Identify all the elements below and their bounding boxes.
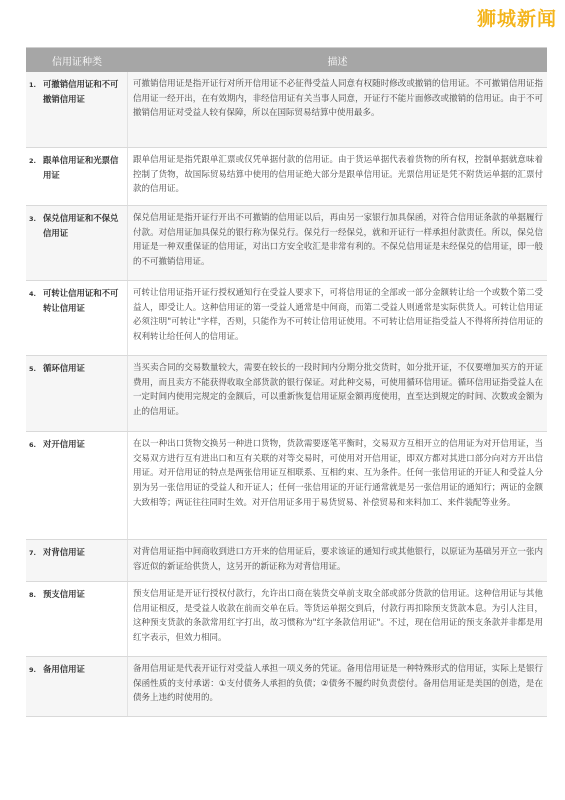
desc-cell: 跟单信用证是指凭跟单汇票或仅凭单据付款的信用证。由于货运单据代表着货物的所有权，控制单据就意味着控制了货物，故国际贸易结算中使用的信用证绝大部分是跟单信用证。光票信用证是凭不附货运单据的汇票付款的信用证。 bbox=[133, 155, 543, 195]
type-cell bbox=[26, 356, 128, 431]
header-type: 信用证种类 bbox=[52, 56, 102, 68]
table-row bbox=[26, 540, 547, 582]
row-number: 6. bbox=[29, 441, 36, 449]
desc-cell: 当买卖合同的交易数量较大，需要在较长的一段时间内分期分批交货时，如分批开证，不仅要增加买方的开证费用，而且卖方不能获得收取全部货款的银行保证。对此种交易，可使用循环信用证。循环信用证指受益人在一定时间内使用完规定的金额后，可以重新恢复信用证原金额再度使用，直至达到规定的时间、次数或金额为止的信用证。 bbox=[133, 363, 543, 418]
type-label: 预支信用证 bbox=[43, 589, 85, 599]
watermark-logo: 狮城新闻 bbox=[476, 8, 557, 30]
table-row bbox=[26, 432, 547, 540]
desc-cell: 在以一种出口货物交换另一种进口货物，货款需要逐笔平衡时，交易双方互相开立的信用证为对开信用证，当交易双方进行互有进出口和互有关联的对等交易时，可使用对开信用证，即双方都对其进口部分向对方开出信用证。对开信用证的特点是两张信用证互相联系、互相约束、互为条件。任何一张信用证的开证人和受益人分别为另一张信用证的受益人和开证人；任何一张信用证的开证行通常就是另一张信用证的通知行；两证的金额大致相等；两证往往同时生效。对开信用证多用于易货贸易、补偿贸易和来料加工、来件装配等业务。 bbox=[133, 439, 543, 508]
row-number: 3. bbox=[29, 215, 36, 223]
desc-cell: 可撤销信用证是指开证行对所开信用证不必征得受益人同意有权随时修改或撤销的信用证。不可撤销信用证指信用证一经开出，在有效期内，非经信用证有关当事人同意，开证行不能片面修改或撤销的信用证。由于不可撤销信用证对受益人较有保障，所以在国际贸易结算中使用最多。 bbox=[133, 79, 543, 119]
row-number: 9. bbox=[29, 666, 36, 674]
type-label: 可转让信用证和不可转让信用证 bbox=[43, 288, 119, 313]
table-row bbox=[26, 206, 547, 281]
type-cell bbox=[26, 72, 128, 147]
table-row bbox=[26, 582, 547, 657]
table-row bbox=[26, 72, 547, 148]
letter-of-credit-table bbox=[26, 47, 547, 717]
desc-cell: 备用信用证是代表开证行对受益人承担一项义务的凭证。备用信用证是一种特殊形式的信用证，实际上是银行保函性质的支付承诺：①支付债务人承担的负债；②债务不履约时负责偿付。备用信用证是美国的创造，是在债务上违约时使用的。 bbox=[133, 664, 543, 704]
type-cell bbox=[26, 148, 128, 205]
desc-cell: 保兑信用证是指开证行开出不可撤销的信用证以后，再由另一家银行加具保函，对符合信用证条款的单据履行付款。对信用证加具保兑的银行称为保兑行。保兑行一经保兑，就和开证行一样承担付款责任。所以，保兑信用证是一种双重保证的信用证，对出口方安全收汇是非常有利的。不保兑信用证是未经保兑的信用证，即一般的不可撤销信用证。 bbox=[133, 213, 543, 268]
desc-cell: 对背信用证指中间商收到进口方开来的信用证后，要求该证的通知行或其他银行，以原证为基础另开立一张内容近似的新证给供货人，这另开的新证称为对背信用证。 bbox=[133, 547, 543, 572]
row-number: 4. bbox=[29, 290, 36, 298]
table-row bbox=[26, 281, 547, 356]
type-label: 备用信用证 bbox=[43, 664, 85, 674]
desc-cell: 预支信用证是开证行授权付款行，允许出口商在装货交单前支取全部或部分货款的信用证。这种信用证与其他信用证相反，是受益人收款在前而交单在后。等货运单据交到后，付款行再扣除预支货款本息。为引人注目，这种预支货款的条款常用红字打出，故习惯称为"红字条款信用证"。不过，现在信用证的预支条款并非都是用红字表示，但效力相同。 bbox=[133, 589, 543, 644]
table-body bbox=[26, 72, 547, 717]
row-number: 8. bbox=[29, 591, 36, 599]
type-cell bbox=[26, 582, 128, 656]
row-number: 7. bbox=[29, 549, 36, 557]
type-label: 对开信用证 bbox=[43, 439, 85, 449]
table-row bbox=[26, 657, 547, 717]
type-cell bbox=[26, 206, 128, 280]
row-number: 5. bbox=[29, 365, 36, 373]
type-label: 可撤销信用证和不可撤销信用证 bbox=[43, 79, 119, 104]
type-cell bbox=[26, 281, 128, 355]
row-number: 2. bbox=[29, 157, 36, 165]
row-number: 1. bbox=[29, 81, 36, 89]
type-cell bbox=[26, 540, 128, 581]
type-label: 对背信用证 bbox=[43, 547, 85, 557]
type-label: 跟单信用证和光票信用证 bbox=[43, 155, 119, 180]
type-cell bbox=[26, 432, 128, 539]
table-row bbox=[26, 148, 547, 206]
table-header bbox=[26, 48, 547, 72]
type-label: 保兑信用证和不保兑信用证 bbox=[43, 213, 119, 238]
table-row bbox=[26, 356, 547, 432]
desc-cell: 可转让信用证指开证行授权通知行在受益人要求下，可将信用证的全部或一部分金额转让给一个或数个第二受益人，即受让人。这种信用证的第一受益人通常是中间商，而第二受益人则通常是实际供货人。可转让信用证必须注明"可转让"字样，否则，只能作为不可转让信用证使用。不可转让信用证指受益人不得将所持信用证的权利转让给任何人的信用证。 bbox=[133, 288, 543, 343]
header-desc: 描述 bbox=[327, 56, 348, 68]
type-cell bbox=[26, 657, 128, 716]
type-label: 循环信用证 bbox=[43, 363, 85, 373]
